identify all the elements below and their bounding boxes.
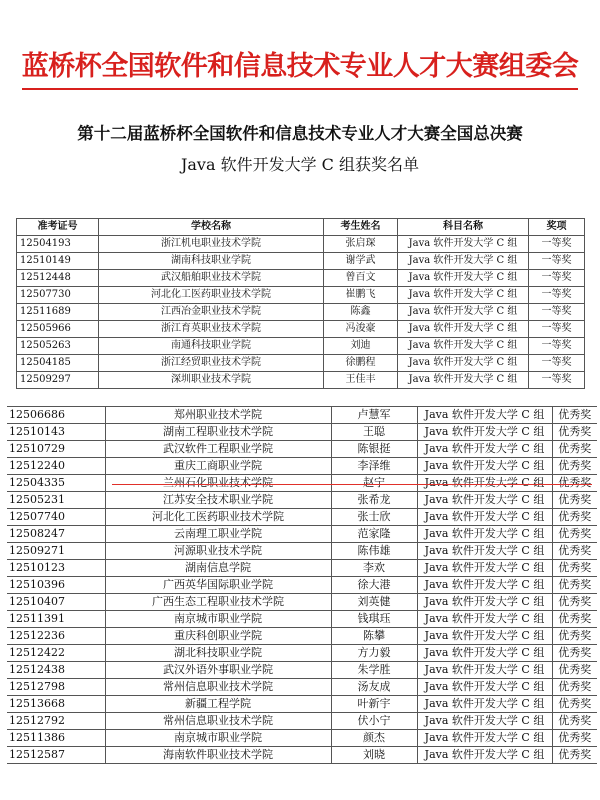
table-row (17, 236, 585, 253)
column-header-id: 准考证号 (17, 219, 99, 236)
candidate-name-cell: 曾百文 (324, 270, 398, 287)
subject-name-cell: Java 软件开发大学 C 组 (398, 253, 529, 270)
admission-number-cell: 12509297 (17, 372, 99, 389)
candidate-name-cell: 伏小宁 (331, 713, 417, 730)
subject-name-cell: Java 软件开发大学 C 组 (417, 441, 552, 458)
column-header-subject: 科目名称 (398, 219, 529, 236)
subject-name-cell: Java 软件开发大学 C 组 (417, 424, 552, 441)
candidate-name-cell: 方力毅 (331, 645, 417, 662)
school-name-cell: 常州信息职业技术学院 (105, 713, 331, 730)
organizer-banner: 蓝桥杯全国软件和信息技术专业人才大赛组委会 (21, 51, 579, 82)
candidate-name-cell: 张希龙 (331, 492, 417, 509)
admission-number-cell: 12505231 (7, 492, 105, 509)
table-row (7, 492, 597, 509)
award-cell: 一等奖 (529, 236, 585, 253)
award-cell: 优秀奖 (552, 577, 597, 594)
award-cell: 优秀奖 (552, 611, 597, 628)
school-name-cell: 江西冶金职业技术学院 (99, 304, 324, 321)
table-header-row (17, 219, 585, 236)
award-cell: 优秀奖 (552, 662, 597, 679)
candidate-name-cell: 张启琛 (324, 236, 398, 253)
admission-number-cell: 12506686 (7, 407, 105, 424)
table-row (7, 747, 597, 764)
award-cell: 优秀奖 (552, 424, 597, 441)
subject-name-cell: Java 软件开发大学 C 组 (417, 662, 552, 679)
admission-number-cell: 12513668 (7, 696, 105, 713)
admission-number-cell: 12512240 (7, 458, 105, 475)
school-name-cell: 武汉船舶职业技术学院 (99, 270, 324, 287)
award-cell: 一等奖 (529, 270, 585, 287)
candidate-name-cell: 赵宁 (331, 475, 417, 492)
subject-name-cell: Java 软件开发大学 C 组 (417, 611, 552, 628)
subject-name-cell: Java 软件开发大学 C 组 (417, 645, 552, 662)
table-row (7, 441, 597, 458)
table-row (17, 338, 585, 355)
candidate-name-cell: 王佳丰 (324, 372, 398, 389)
admission-number-cell: 12510143 (7, 424, 105, 441)
table-row (7, 662, 597, 679)
candidate-name-cell: 王聪 (331, 424, 417, 441)
subject-name-cell: Java 软件开发大学 C 组 (417, 526, 552, 543)
school-name-cell: 湖南科技职业学院 (99, 253, 324, 270)
award-cell: 优秀奖 (552, 713, 597, 730)
candidate-name-cell: 徐大港 (331, 577, 417, 594)
award-cell: 一等奖 (529, 287, 585, 304)
award-cell: 优秀奖 (552, 645, 597, 662)
table-row (7, 543, 597, 560)
candidate-name-cell: 徐鹏程 (324, 355, 398, 372)
admission-number-cell: 12505966 (17, 321, 99, 338)
school-name-cell: 常州信息职业技术学院 (105, 679, 331, 696)
subject-name-cell: Java 软件开发大学 C 组 (417, 509, 552, 526)
award-cell: 一等奖 (529, 355, 585, 372)
candidate-name-cell: 刘晓 (331, 747, 417, 764)
table-row (17, 253, 585, 270)
award-cell: 一等奖 (529, 304, 585, 321)
award-cell: 优秀奖 (552, 679, 597, 696)
table-row (7, 509, 597, 526)
table-row (17, 355, 585, 372)
table-row (7, 475, 597, 492)
admission-number-cell: 12511391 (7, 611, 105, 628)
subject-name-cell: Java 软件开发大学 C 组 (398, 270, 529, 287)
school-name-cell: 南京城市职业学院 (105, 611, 331, 628)
table-row (7, 560, 597, 577)
candidate-name-cell: 朱学胜 (331, 662, 417, 679)
table-row (7, 577, 597, 594)
candidate-name-cell: 汤友成 (331, 679, 417, 696)
admission-number-cell: 12512422 (7, 645, 105, 662)
column-header-school: 学校名称 (99, 219, 324, 236)
admission-number-cell: 12504185 (17, 355, 99, 372)
school-name-cell: 江苏安全技术职业学院 (105, 492, 331, 509)
award-cell: 一等奖 (529, 372, 585, 389)
school-name-cell: 广西英华国际职业学院 (105, 577, 331, 594)
school-name-cell: 浙江机电职业技术学院 (99, 236, 324, 253)
table-row (7, 611, 597, 628)
table-row (17, 372, 585, 389)
subject-name-cell: Java 软件开发大学 C 组 (417, 560, 552, 577)
banner-divider (22, 88, 578, 90)
admission-number-cell: 12512587 (7, 747, 105, 764)
admission-number-cell: 12507730 (17, 287, 99, 304)
admission-number-cell: 12509271 (7, 543, 105, 560)
subject-name-cell: Java 软件开发大学 C 组 (398, 338, 529, 355)
subject-name-cell: Java 软件开发大学 C 组 (417, 543, 552, 560)
table-row (17, 270, 585, 287)
admission-number-cell: 12510396 (7, 577, 105, 594)
table-row (7, 458, 597, 475)
admission-number-cell: 12512798 (7, 679, 105, 696)
subject-name-cell: Java 软件开发大学 C 组 (417, 594, 552, 611)
admission-number-cell: 12504193 (17, 236, 99, 253)
excellence-award-table (7, 406, 597, 764)
school-name-cell: 河北化工医药职业技术学院 (99, 287, 324, 304)
admission-number-cell: 12510149 (17, 253, 99, 270)
school-name-cell: 武汉软件工程职业学院 (105, 441, 331, 458)
subject-name-cell: Java 软件开发大学 C 组 (417, 713, 552, 730)
admission-number-cell: 12507740 (7, 509, 105, 526)
award-cell: 优秀奖 (552, 475, 597, 492)
school-name-cell: 河北化工医药职业技术学院 (105, 509, 331, 526)
award-cell: 优秀奖 (552, 407, 597, 424)
subject-name-cell: Java 软件开发大学 C 组 (398, 236, 529, 253)
school-name-cell: 新疆工程学院 (105, 696, 331, 713)
candidate-name-cell: 冯浚豪 (324, 321, 398, 338)
admission-number-cell: 12512792 (7, 713, 105, 730)
admission-number-cell: 12510729 (7, 441, 105, 458)
table-row (7, 696, 597, 713)
award-cell: 优秀奖 (552, 747, 597, 764)
subject-name-cell: Java 软件开发大学 C 组 (417, 696, 552, 713)
school-name-cell: 浙江经贸职业技术学院 (99, 355, 324, 372)
award-cell: 优秀奖 (552, 458, 597, 475)
red-markup-line (112, 484, 592, 485)
school-name-cell: 湖北科技职业学院 (105, 645, 331, 662)
candidate-name-cell: 张士欣 (331, 509, 417, 526)
first-prize-table (16, 218, 585, 389)
award-cell: 优秀奖 (552, 560, 597, 577)
award-cell: 优秀奖 (552, 492, 597, 509)
subject-name-cell: Java 软件开发大学 C 组 (398, 321, 529, 338)
table-row (7, 407, 597, 424)
column-header-award: 奖项 (529, 219, 585, 236)
table-row (7, 645, 597, 662)
subject-name-cell: Java 软件开发大学 C 组 (398, 304, 529, 321)
school-name-cell: 广西生态工程职业技术学院 (105, 594, 331, 611)
subject-name-cell: Java 软件开发大学 C 组 (417, 747, 552, 764)
school-name-cell: 武汉外语外事职业学院 (105, 662, 331, 679)
admission-number-cell: 12512438 (7, 662, 105, 679)
subject-name-cell: Java 软件开发大学 C 组 (398, 355, 529, 372)
subject-name-cell: Java 软件开发大学 C 组 (417, 628, 552, 645)
table-row (17, 304, 585, 321)
table-row (17, 321, 585, 338)
page-subtitle: Java 软件开发大学 C 组获奖名单 (180, 155, 420, 174)
award-cell: 优秀奖 (552, 730, 597, 747)
subject-name-cell: Java 软件开发大学 C 组 (398, 287, 529, 304)
school-name-cell: 湖南信息学院 (105, 560, 331, 577)
admission-number-cell: 12508247 (7, 526, 105, 543)
page-title: 第十二届蓝桥杯全国软件和信息技术专业人才大赛全国总决赛 (77, 124, 523, 143)
admission-number-cell: 12505263 (17, 338, 99, 355)
award-cell: 优秀奖 (552, 696, 597, 713)
candidate-name-cell: 陈伟雄 (331, 543, 417, 560)
table-row (7, 424, 597, 441)
school-name-cell: 南京城市职业学院 (105, 730, 331, 747)
school-name-cell: 兰州石化职业技术学院 (105, 475, 331, 492)
school-name-cell: 浙江育英职业技术学院 (99, 321, 324, 338)
award-cell: 优秀奖 (552, 594, 597, 611)
subject-name-cell: Java 软件开发大学 C 组 (417, 577, 552, 594)
page-seam (0, 398, 600, 405)
candidate-name-cell: 卢慧军 (331, 407, 417, 424)
school-name-cell: 海南软件职业技术学院 (105, 747, 331, 764)
admission-number-cell: 12511386 (7, 730, 105, 747)
candidate-name-cell: 谢学武 (324, 253, 398, 270)
candidate-name-cell: 叶新宇 (331, 696, 417, 713)
candidate-name-cell: 李泽维 (331, 458, 417, 475)
table-row (7, 713, 597, 730)
candidate-name-cell: 范家隆 (331, 526, 417, 543)
subject-name-cell: Java 软件开发大学 C 组 (417, 407, 552, 424)
subject-name-cell: Java 软件开发大学 C 组 (417, 730, 552, 747)
award-cell: 优秀奖 (552, 628, 597, 645)
school-name-cell: 重庆工商职业学院 (105, 458, 331, 475)
table-row (17, 287, 585, 304)
school-name-cell: 河源职业技术学院 (105, 543, 331, 560)
column-header-name: 考生姓名 (324, 219, 398, 236)
admission-number-cell: 12504335 (7, 475, 105, 492)
school-name-cell: 深圳职业技术学院 (99, 372, 324, 389)
school-name-cell: 云南理工职业学院 (105, 526, 331, 543)
school-name-cell: 郑州职业技术学院 (105, 407, 331, 424)
candidate-name-cell: 刘英健 (331, 594, 417, 611)
subject-name-cell: Java 软件开发大学 C 组 (398, 372, 529, 389)
table-row (7, 526, 597, 543)
admission-number-cell: 12511689 (17, 304, 99, 321)
candidate-name-cell: 陈银挺 (331, 441, 417, 458)
admission-number-cell: 12510123 (7, 560, 105, 577)
award-cell: 一等奖 (529, 338, 585, 355)
table-row (7, 730, 597, 747)
admission-number-cell: 12510407 (7, 594, 105, 611)
table-row (7, 628, 597, 645)
subject-name-cell: Java 软件开发大学 C 组 (417, 475, 552, 492)
school-name-cell: 湖南工程职业技术学院 (105, 424, 331, 441)
candidate-name-cell: 陈攀 (331, 628, 417, 645)
school-name-cell: 重庆科创职业学院 (105, 628, 331, 645)
table-row (7, 679, 597, 696)
admission-number-cell: 12512236 (7, 628, 105, 645)
subject-name-cell: Java 软件开发大学 C 组 (417, 492, 552, 509)
candidate-name-cell: 崔鹏飞 (324, 287, 398, 304)
subject-name-cell: Java 软件开发大学 C 组 (417, 458, 552, 475)
award-cell: 优秀奖 (552, 526, 597, 543)
candidate-name-cell: 李欢 (331, 560, 417, 577)
school-name-cell: 南通科技职业学院 (99, 338, 324, 355)
candidate-name-cell: 钱琪珏 (331, 611, 417, 628)
admission-number-cell: 12512448 (17, 270, 99, 287)
award-cell: 一等奖 (529, 253, 585, 270)
award-cell: 一等奖 (529, 321, 585, 338)
award-cell: 优秀奖 (552, 543, 597, 560)
table-row (7, 594, 597, 611)
candidate-name-cell: 颜杰 (331, 730, 417, 747)
candidate-name-cell: 陈鑫 (324, 304, 398, 321)
subject-name-cell: Java 软件开发大学 C 组 (417, 679, 552, 696)
award-cell: 优秀奖 (552, 441, 597, 458)
award-cell: 优秀奖 (552, 509, 597, 526)
candidate-name-cell: 刘迪 (324, 338, 398, 355)
